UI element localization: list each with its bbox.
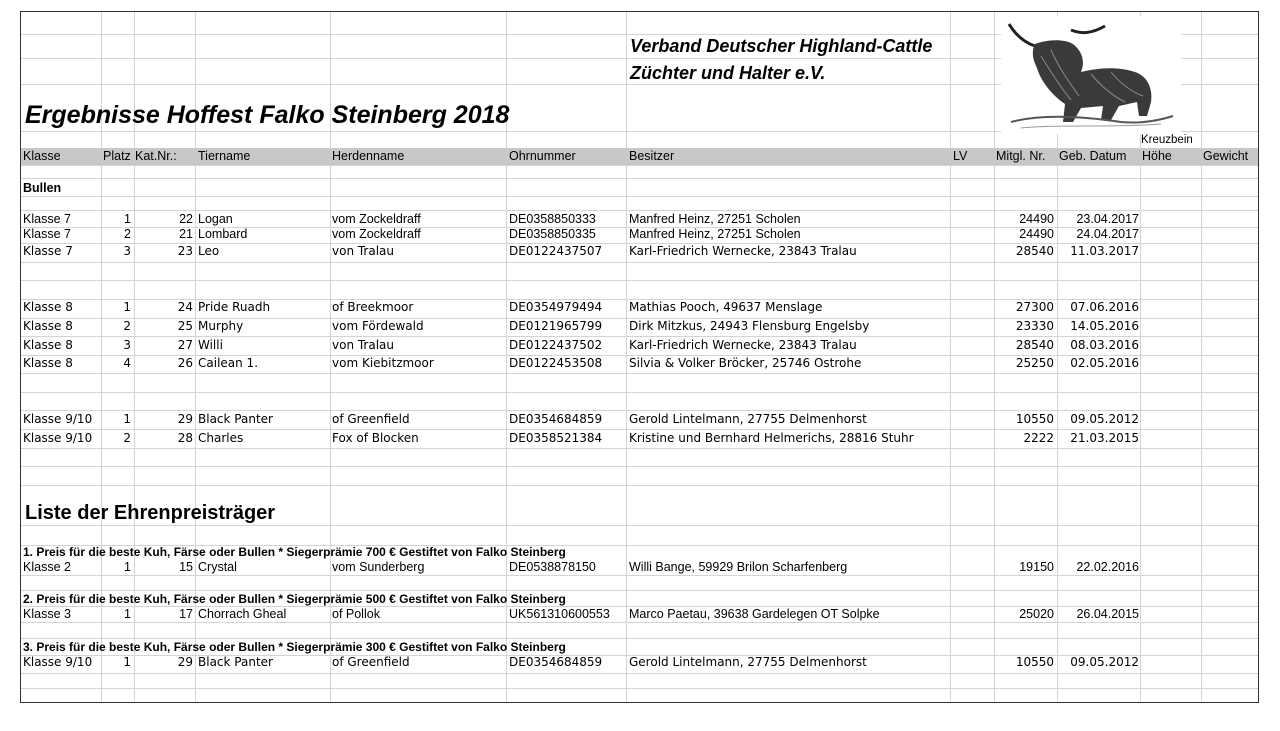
cell-ohr: DE0538878150 [509, 560, 596, 574]
cell-platz: 3 [123, 338, 131, 352]
cell-herde: von Tralau [332, 338, 395, 352]
cell-klasse: Klasse 2 [23, 560, 71, 574]
cell-mitgl: 24490 [1019, 227, 1054, 241]
cell-klasse: Klasse 7 [23, 227, 71, 241]
cell-herde: von Tralau [332, 244, 395, 258]
cell-besitzer: Silvia & Volker Bröcker, 25746 Ostrohe [629, 356, 862, 370]
cell-herde: vom Kiebitzmoor [332, 356, 434, 370]
spreadsheet-sheet [20, 11, 1259, 703]
cell-besitzer: Manfred Heinz, 27251 Scholen [629, 212, 801, 226]
cell-ohr: DE0354979494 [509, 300, 603, 314]
cell-klasse: Klasse 8 [23, 300, 73, 314]
cell-ohr: DE0122437507 [509, 244, 603, 258]
cell-tier: Murphy [198, 319, 244, 333]
cell-klasse: Klasse 8 [23, 319, 73, 333]
header-klasse: Klasse [23, 149, 61, 163]
cell-klasse: Klasse 8 [23, 356, 73, 370]
prize-heading-2: 2. Preis für die beste Kuh, Färse oder Bullen * Siegerprämie 500 € Gestiftet von Falko Steinberg [23, 592, 566, 606]
cell-tier: Cailean 1. [198, 356, 259, 370]
cell-ohr: DE0358850335 [509, 227, 596, 241]
cell-mitgl: 25020 [1019, 607, 1054, 621]
cell-tier: Black Panter [198, 412, 273, 426]
prize-heading-3: 3. Preis für die beste Kuh, Färse oder Bullen * Siegerprämie 300 € Gestiftet von Falko Steinberg [23, 640, 566, 654]
cell-kat: 24 [177, 300, 193, 314]
cell-ohr: DE0121965799 [509, 319, 603, 333]
cell-platz: 2 [123, 431, 131, 445]
cell-mitgl: 23330 [1015, 319, 1054, 333]
kreuzbein-label: Kreuzbein [1141, 134, 1193, 146]
cell-geb: 24.04.2017 [1076, 227, 1139, 241]
cell-mitgl: 25250 [1015, 356, 1054, 370]
cell-ohr: DE0354684859 [509, 655, 603, 669]
header-geb-datum: Geb. Datum [1059, 149, 1127, 163]
cell-ohr: DE0122437502 [509, 338, 603, 352]
cell-geb: 09.05.2012 [1070, 412, 1139, 426]
cell-geb: 23.04.2017 [1076, 212, 1139, 226]
cell-mitgl: 2222 [1023, 431, 1054, 445]
cell-besitzer: Willi Bange, 59929 Brilon Scharfenberg [629, 560, 848, 574]
cell-platz: 1 [123, 412, 131, 426]
cell-herde: of Greenfield [332, 412, 410, 426]
cell-mitgl: 19150 [1019, 560, 1054, 574]
cell-kat: 29 [177, 412, 193, 426]
cell-mitgl: 27300 [1015, 300, 1054, 314]
cell-herde: of Pollok [332, 607, 380, 621]
cell-mitgl: 10550 [1015, 412, 1054, 426]
cell-besitzer: Karl-Friedrich Wernecke, 23843 Tralau [629, 338, 857, 352]
organization-name-line-2: Züchter und Halter e.V. [630, 63, 826, 83]
cell-kat: 25 [177, 319, 193, 333]
prize-heading-1: 1. Preis für die beste Kuh, Färse oder Bullen * Siegerprämie 700 € Gestiftet von Falko Steinberg [23, 545, 566, 559]
cell-geb: 11.03.2017 [1070, 244, 1139, 258]
cell-tier: Leo [198, 244, 220, 258]
cell-platz: 1 [124, 607, 131, 621]
cell-herde: Fox of Blocken [332, 431, 419, 445]
cell-platz: 3 [123, 244, 131, 258]
cell-platz: 1 [124, 560, 131, 574]
cell-besitzer: Marco Paetau, 39638 Gardelegen OT Solpke [629, 607, 880, 621]
cell-platz: 1 [124, 212, 131, 226]
highland-cattle-logo-icon [1001, 16, 1181, 134]
cell-tier: Crystal [198, 560, 237, 574]
section-bullen: Bullen [23, 181, 62, 195]
cell-geb: 22.02.2016 [1076, 560, 1139, 574]
header-hoehe: Höhe [1142, 149, 1172, 163]
header-platz: Platz [103, 149, 131, 163]
header-mitgl-nr: Mitgl. Nr. [996, 149, 1046, 163]
cell-klasse: Klasse 3 [23, 607, 71, 621]
cell-tier: Pride Ruadh [198, 300, 271, 314]
cell-kat: 15 [179, 560, 193, 574]
cell-besitzer: Manfred Heinz, 27251 Scholen [629, 227, 801, 241]
cell-tier: Willi [198, 338, 223, 352]
cell-herde: of Breekmoor [332, 300, 414, 314]
cell-herde: vom Zockeldraff [332, 227, 421, 241]
cell-besitzer: Gerold Lintelmann, 27755 Delmenhorst [629, 655, 867, 669]
cell-klasse: Klasse 9/10 [23, 655, 93, 669]
cell-geb: 07.06.2016 [1070, 300, 1139, 314]
cell-klasse: Klasse 9/10 [23, 431, 93, 445]
cell-kat: 17 [179, 607, 193, 621]
cell-klasse: Klasse 8 [23, 338, 73, 352]
header-gewicht: Gewicht [1203, 149, 1249, 163]
cell-klasse: Klasse 7 [23, 212, 71, 226]
cell-platz: 1 [123, 655, 131, 669]
cell-geb: 08.03.2016 [1070, 338, 1139, 352]
header-katnr: Kat.Nr.: [135, 149, 177, 163]
cell-klasse: Klasse 7 [23, 244, 73, 258]
cell-ohr: DE0358521384 [509, 431, 603, 445]
cell-geb: 14.05.2016 [1070, 319, 1139, 333]
cell-ohr: DE0358850333 [509, 212, 596, 226]
cell-klasse: Klasse 9/10 [23, 412, 93, 426]
cell-geb: 02.05.2016 [1070, 356, 1139, 370]
cell-geb: 09.05.2012 [1070, 655, 1139, 669]
cell-geb: 21.03.2015 [1070, 431, 1139, 445]
cell-mitgl: 28540 [1015, 244, 1054, 258]
cell-kat: 23 [177, 244, 193, 258]
honors-title: Liste der Ehrenpreisträger [25, 502, 276, 524]
cell-kat: 29 [177, 655, 193, 669]
cell-tier: Lombard [198, 227, 248, 241]
header-lv: LV [953, 149, 968, 163]
cell-herde: vom Sunderberg [332, 560, 425, 574]
header-besitzer: Besitzer [629, 149, 675, 163]
cell-ohr: UK561310600553 [509, 607, 610, 621]
cell-tier: Black Panter [198, 655, 273, 669]
cell-mitgl: 10550 [1015, 655, 1054, 669]
cell-platz: 2 [123, 319, 131, 333]
cell-kat: 26 [177, 356, 193, 370]
cell-mitgl: 24490 [1019, 212, 1054, 226]
cell-mitgl: 28540 [1015, 338, 1054, 352]
cell-herde: of Greenfield [332, 655, 410, 669]
cell-geb: 26.04.2015 [1076, 607, 1139, 621]
header-tiername: Tiername [198, 149, 251, 163]
cell-platz: 4 [123, 356, 131, 370]
cell-platz: 2 [124, 227, 131, 241]
cell-besitzer: Gerold Lintelmann, 27755 Delmenhorst [629, 412, 867, 426]
cell-platz: 1 [123, 300, 131, 314]
cell-kat: 22 [179, 212, 193, 226]
cell-besitzer: Dirk Mitzkus, 24943 Flensburg Engelsby [629, 319, 870, 333]
cell-besitzer: Mathias Pooch, 49637 Menslage [629, 300, 823, 314]
cell-tier: Chorrach Gheal [198, 607, 287, 621]
cell-kat: 21 [179, 227, 193, 241]
cell-herde: vom Zockeldraff [332, 212, 421, 226]
cell-kat: 28 [177, 431, 193, 445]
cell-tier: Logan [198, 212, 233, 226]
cell-ohr: DE0122453508 [509, 356, 603, 370]
header-ohrnummer: Ohrnummer [509, 149, 576, 163]
cell-tier: Charles [198, 431, 244, 445]
cell-besitzer: Kristine und Bernhard Helmerichs, 28816 Stuhr [629, 431, 914, 445]
organization-name-line-1: Verband Deutscher Highland-Cattle [630, 36, 933, 56]
cell-ohr: DE0354684859 [509, 412, 603, 426]
page-title: Ergebnisse Hoffest Falko Steinberg 2018 [25, 101, 510, 129]
cell-besitzer: Karl-Friedrich Wernecke, 23843 Tralau [629, 244, 857, 258]
cell-kat: 27 [177, 338, 193, 352]
cell-herde: vom Fördewald [332, 319, 424, 333]
header-herdenname: Herdenname [332, 149, 405, 163]
